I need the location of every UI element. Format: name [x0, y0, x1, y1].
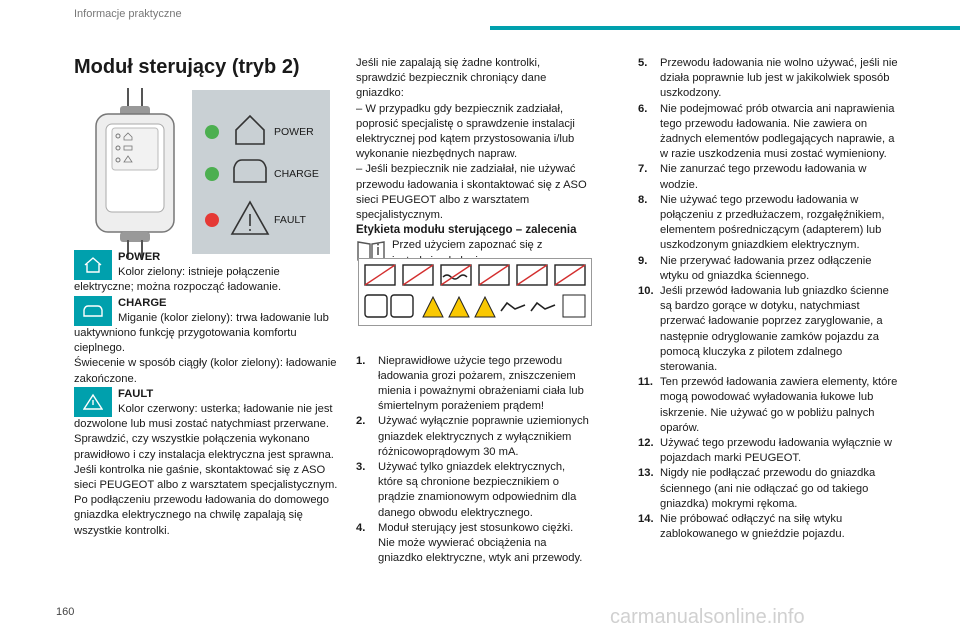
- power-entry: [74, 250, 340, 296]
- car-icon: [74, 296, 112, 326]
- fault-entry: [74, 387, 340, 539]
- right-list: [638, 56, 900, 543]
- list-item: 2. Używać wyłącznie poprawnie uziemionych gniazdek elektrycznych z wyłącznikiem różnicowoprądowym 30 mA.: [356, 415, 589, 458]
- left-column: [74, 250, 340, 539]
- page-title: Moduł sterujący (tryb 2): [74, 56, 300, 78]
- control-module-illustration: [88, 88, 182, 258]
- list-item: 14. Nie próbować odłączyć na siłę wtyku zablokowanego w gnieździe pojazdu.: [638, 513, 845, 541]
- fault-text-4: Po podłączeniu przewodu ładowania do domowego gniazdka elektrycznego na chwilę zapalają się wszystkie kontrolki.: [74, 494, 330, 537]
- status-legend-panel: [192, 90, 330, 254]
- list-item: 4. Moduł sterujący jest stosunkowo ciężki. Nie może wywierać obciążenia na gniazdko elektryczne, wtyk ani przewody.: [356, 521, 583, 565]
- legend-charge-label: CHARGE: [274, 168, 319, 180]
- charge-entry: [74, 296, 340, 387]
- list-item: 6. Nie podejmować prób otwarcia ani naprawienia tego przewodu ładowania. Nie zawiera on żadnych elementów podlegających naprawie, a w razie uszkodzenia musi zostać wymieniony.: [638, 102, 895, 161]
- manual-note-text: Przed użyciem zapoznać się z: [392, 239, 543, 252]
- list-item: 3. Używać tylko gniazdek elektrycznych, które są chronione bezpiecznikiem o prądzie znamionowym odpowiednim dla danego obwodu elektrycznego.: [356, 461, 577, 519]
- charge-text-1: Miganie (kolor zielony): trwa ładowanie lub uaktywniono funkcję przygotowania komfortu cieplnego.: [74, 311, 329, 355]
- warning-icon: [74, 387, 112, 417]
- list-item: 12. Używać tego przewodu ładowania wyłącznie w pojazdach marki PEUGEOT.: [638, 437, 892, 465]
- list-item: 9. Nie przerywać ładowania przez odłączenie wtyku od gniazdka ściennego.: [638, 254, 872, 282]
- home-icon: [74, 250, 112, 280]
- charge-title: CHARGE: [118, 296, 167, 309]
- running-header: Informacje praktyczne: [74, 8, 182, 20]
- fault-title: FAULT: [118, 387, 154, 400]
- label-section-title: Etykieta modułu sterującego – zalecenia: [356, 224, 577, 237]
- list-item: 7. Nie zanurzać tego przewodu ładowania w wodzie.: [638, 163, 867, 191]
- fuse-intro: Jeśli nie zapalają się żadne kontrolki, sprawdzić bezpiecznik chroniący dane gniazdko:: [356, 57, 547, 100]
- list-item: 1. Nieprawidłowe użycie tego przewodu ładowania grozi pożarem, zniszczeniem mienia i poważnymi obrażeniami ciała lub śmiertelnym porażeniem prądem!: [356, 354, 584, 413]
- fault-text-1: Kolor czerwony: usterka; ładowanie nie jest dozwolone lub musi zostać natychmiast przerwane.: [74, 403, 333, 431]
- list-item: 10. Jeśli przewód ładowania lub gniazdko ścienne są bardzo gorące w dotyku, natychmiast przerwać ładowanie poprzez zaryglowanie, a następnie odryglowanie zamków pojazdu za pomocą kluczyka z pilotem zdalnego sterowania.: [638, 285, 889, 374]
- legend-power-label: POWER: [274, 126, 314, 138]
- watermark: carmanualsonline.info: [610, 606, 805, 628]
- power-text: Kolor zielony: istnieje połączenie elektryczne; można rozpocząć ładowanie.: [74, 266, 282, 294]
- fuse-dash-1: – W przypadku gdy bezpiecznik zadziałał, poprosić specjalistę o sprawdzenie instalacji elektrycznej pod kątem przystosowania i/lub wykonanie niezbędnych napraw.: [356, 102, 575, 161]
- list-item: 11. Ten przewód ładowania zawiera elementy, które mogą powodować wyładowania łukowe lub iskrzenie. Nie używać go w pobliżu palnych oparów.: [638, 376, 898, 434]
- middle-list: [356, 354, 592, 567]
- fault-text-3: Jeśli kontrolka nie gaśnie, skontaktować się z ASO sieci PEUGEOT albo z warsztatem specjalistycznym.: [74, 463, 338, 492]
- list-item: 8. Nie używać tego przewodu ładowania w połączeniu z przedłużaczem, rozgałęźnikiem, elementem pośredniczącym (adapterem) lub uszkodzonym gniazdkiem elektrycznym.: [638, 193, 885, 252]
- list-item: 13. Nigdy nie podłączać przewodu do gniazdka ściennego (ani nie odłączać go od takiego gniazdka) mokrymi rękoma.: [638, 467, 876, 510]
- legend-fault-label: FAULT: [274, 214, 306, 226]
- header-accent-bar: [490, 26, 960, 30]
- warning-pictograms: [358, 258, 592, 326]
- fault-text-2: Sprawdzić, czy wszystkie połączenia wykonano prawidłowo i czy instalacja elektryczna jest sprawna.: [74, 433, 334, 461]
- list-item: 5. Przewodu ładowania nie wolno używać, jeśli nie działa poprawnie lub jest w jakikolwiek sposób uszkodzony.: [638, 57, 898, 100]
- power-title: POWER: [118, 251, 161, 263]
- right-column: [638, 56, 900, 543]
- charge-text-2: Świecenie w sposób ciągły (kolor zielony): ładowanie zakończone.: [74, 357, 337, 385]
- fuse-dash-2: – Jeśli bezpiecznik nie zadziałał, nie używać przewodu ładowania i skontaktować się z ASO sieci PEUGEOT albo z warsztatem specjalistycznym.: [356, 163, 587, 222]
- page-number: 160: [56, 606, 75, 618]
